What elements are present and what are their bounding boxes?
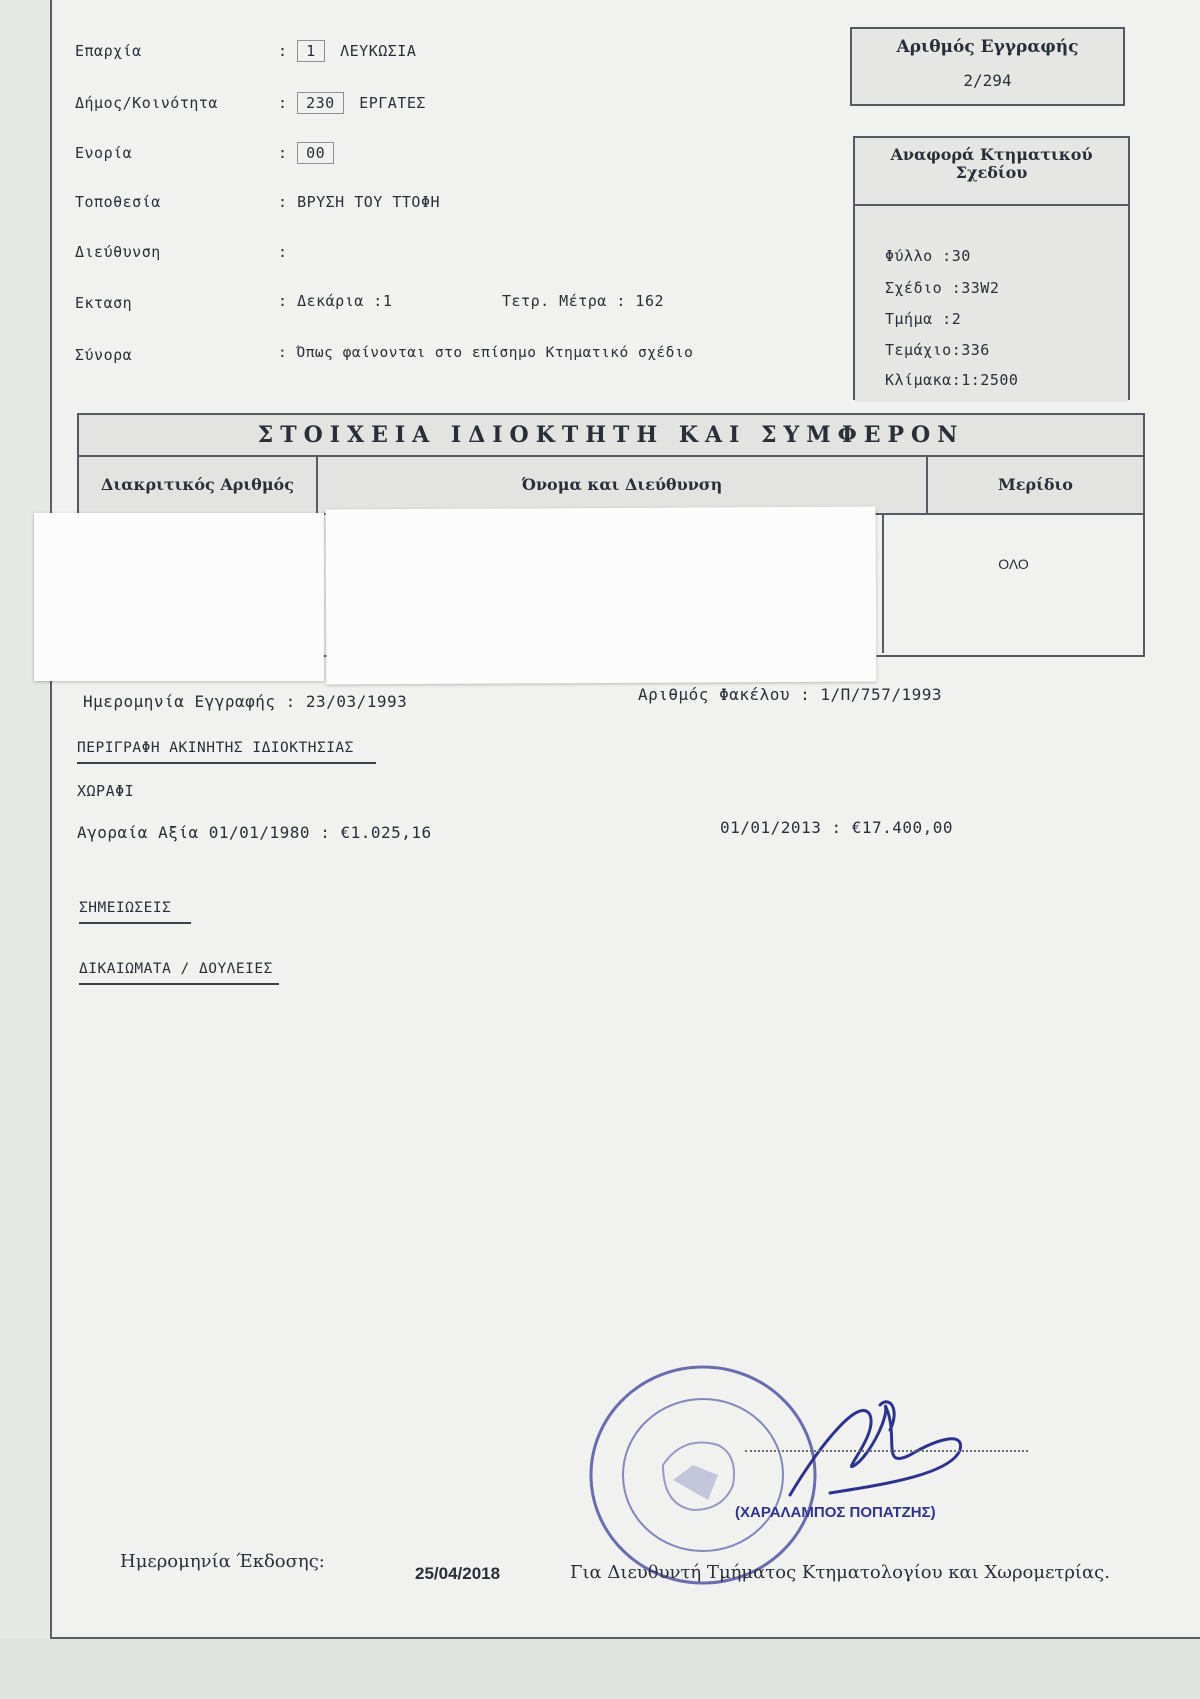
signatory-name: (ΧΑΡΑΛΑΜΠΟΣ ΠΟΠΑΤΖΗΣ): [735, 1504, 936, 1521]
dieythynsi-colon: :: [278, 243, 288, 261]
signatory-line: Για Διευθυντή Τμήματος Κτηματολογίου και Χωρομετρίας.: [570, 1562, 1110, 1583]
eparchia-value: : 1 ΛΕΥΚΩΣΙΑ: [278, 42, 417, 60]
notes-label: ΣΗΜΕΙΩΣΕΙΣ: [79, 900, 191, 924]
eparchia-label: Επαρχία: [75, 42, 142, 60]
signature-mark: [760, 1375, 1000, 1515]
plan-temachio: Τεμάχιο:336: [885, 341, 990, 359]
synora-label: Σύνορα: [75, 346, 133, 364]
topothesia-value: : ΒΡΥΣΗ ΤΟΥ ΤΤΟΦΗ: [278, 193, 441, 211]
enoria-label: Ενορία: [75, 144, 133, 162]
topothesia-label: Τοποθεσία: [75, 193, 161, 211]
enoria-value: : 00: [278, 142, 340, 164]
ektasi-label: Εκταση: [75, 294, 133, 312]
market-value-2013: 01/01/2013 : €17.400,00: [720, 818, 954, 837]
plan-tmima: Τμήμα :2: [885, 310, 962, 328]
property-description-label: ΠΕΡΙΓΡΑΦΗ ΑΚΙΝΗΤΗΣ ΙΔΙΟΚΤΗΣΙΑΣ: [77, 740, 376, 764]
owners-table-title: ΣΤΟΙΧΕΙΑ ΙΔΙΟΚΤΗΤΗ ΚΑΙ ΣΥΜΦΕΡΟΝ: [79, 415, 1143, 457]
col-share: Μερίδιο: [998, 475, 1073, 495]
dimos-value: : 230 ΕΡΓΑΤΕΣ: [278, 94, 426, 112]
issue-date: 25/04/2018: [415, 1564, 501, 1583]
plan-schedio: Σχέδιο :33W2: [885, 279, 1000, 297]
enoria-code: 00: [297, 142, 334, 164]
col-name-address: Όνομα και Διεύθυνση: [318, 457, 928, 513]
market-value-1980: Αγοραία Αξία 01/01/1980 : €1.025,16: [77, 823, 432, 842]
owners-table-header-row: [79, 457, 1143, 515]
desk-background: [0, 1639, 1200, 1699]
registration-number-value: 2/294: [963, 71, 1012, 90]
plan-reference-box: [853, 136, 1130, 400]
redaction-strip-left: [34, 513, 324, 681]
dimos-code: 230: [297, 92, 344, 114]
plan-fyllo: Φύλλο :30: [885, 247, 971, 265]
signature-dotted-line: [745, 1450, 1028, 1452]
plan-klimaka: Κλίμακα:1:2500: [885, 371, 1019, 389]
issue-date-label: Ημερομηνία Έκδοσης:: [120, 1551, 325, 1572]
eparchia-code: 1: [297, 40, 325, 62]
synora-value: : Όπως φαίνονται στο επίσημο Κτηματικό σχέδιο: [278, 345, 694, 361]
ektasi-dekaria: : Δεκάρια :1: [278, 292, 393, 310]
col-distinctive-number: Διακριτικός Αριθμός: [79, 457, 318, 513]
dieythynsi-label: Διεύθυνση: [75, 243, 161, 261]
ektasi-tetr-metra: Τετρ. Μέτρα : 162: [502, 292, 665, 310]
dimos-label: Δήμος/Κοινότητα: [75, 94, 218, 112]
registration-number-box: [850, 27, 1125, 106]
plan-reference-title: Αναφορά Κτηματικού Σχεδίου: [890, 145, 1093, 183]
rights-label: ΔΙΚΑΙΩΜΑΤΑ / ΔΟΥΛΕΙΕΣ: [79, 961, 279, 985]
registration-number-title: Αριθμός Εγγραφής: [896, 37, 1079, 57]
redaction-strip-right: [326, 507, 877, 685]
file-number: Αριθμός Φακέλου : 1/Π/757/1993: [638, 685, 942, 704]
property-type: ΧΩΡΑΦΙ: [77, 782, 135, 800]
owner-share-value: ΟΛΟ: [998, 556, 1029, 572]
registration-date: Ημερομηνία Εγγραφής : 23/03/1993: [83, 692, 408, 711]
